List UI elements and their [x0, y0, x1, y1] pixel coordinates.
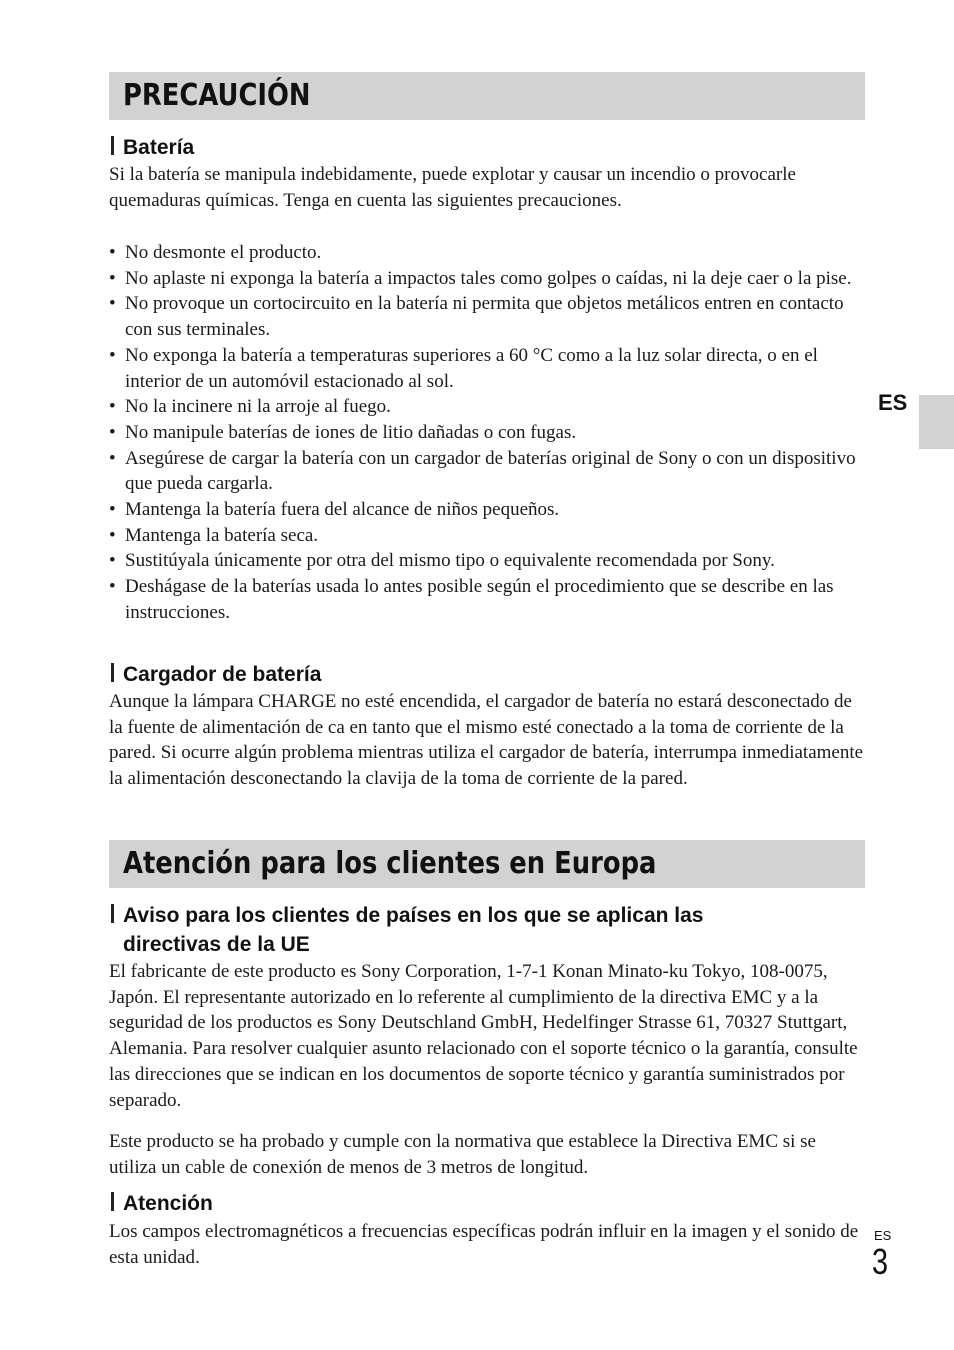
bateria-intro: Si la batería se manipula indebidamente, puede explotar y causar un incendio o provocarle quemaduras químicas. Tenga en cuenta las siguientes precauciones.: [109, 164, 796, 211]
aviso-text-1: El fabricante de este producto es Sony Corporation, 1-7-1 Konan Minato-ku Tokyo, 108-0075, Japón. El representante autorizado en lo referente al cumplimiento de la directiva EMC y a la seguridad de los productos es Sony Deutschland GmbH, Hedelfinger Strasse 61, 70327 Stuttgart, Alemania. Para resolver cualquier asunto relacionado con el soporte técnico o la garantía, consulte las direcciones que se indican en los documentos de soporte técnico y garantía suministrados por separado.: [109, 961, 858, 1111]
list-item: • No exponga la batería a temperaturas superiores a 60 °C como a la luz solar directa, o en el interior de un automóvil estacionado al sol.: [109, 343, 865, 394]
aviso-text-2: Este producto se ha probado y cumple con la normativa que establece la Directiva EMC si se utiliza un cable de conexión de menos de 3 metros de longitud.: [109, 1131, 816, 1178]
subheading-bateria: Batería: [109, 133, 194, 162]
list-item: • Asegúrese de cargar la batería con un cargador de baterías original de Sony o con un dispositivo que pueda cargarla.: [109, 446, 865, 497]
language-tab: [919, 395, 954, 449]
list-item: • No aplaste ni exponga la batería a impactos tales como golpes o caídas, ni la deje caer o la pise.: [109, 266, 865, 292]
atencion-text: Los campos electromagnéticos a frecuencias específicas podrán influir en la imagen y el sonido de esta unidad.: [109, 1221, 859, 1268]
subheading-atencion: Atención: [109, 1189, 213, 1218]
section-header-precaucion: [109, 72, 865, 120]
list-item: • Sustitúyala únicamente por otra del mismo tipo o equivalente recomendada por Sony.: [109, 548, 865, 574]
bateria-precautions-list: [109, 240, 865, 626]
section-header-europa: [109, 840, 865, 888]
page-language-code: ES: [874, 1228, 892, 1243]
heading-marker: [111, 1192, 114, 1211]
subheading-cargador: Cargador de batería: [109, 660, 321, 689]
language-tab-label: ES: [878, 390, 908, 415]
list-item: • No la incinere ni la arroje al fuego.: [109, 394, 865, 420]
list-item: • No manipule baterías de iones de litio dañadas o con fugas.: [109, 420, 865, 446]
heading-marker: [111, 904, 114, 923]
section-title: PRECAUCIÓN: [123, 78, 311, 113]
list-item: • Mantenga la batería fuera del alcance de niños pequeños.: [109, 497, 865, 523]
heading-marker: [111, 663, 114, 682]
list-item: • Mantenga la batería seca.: [109, 523, 865, 549]
section-title: Atención para los clientes en Europa: [123, 846, 657, 881]
page-number: 3: [872, 1241, 889, 1282]
subheading-aviso-ue: Aviso para los clientes de países en los que se aplican las directivas de la UE: [109, 901, 703, 959]
heading-marker: [111, 136, 114, 155]
list-item: • Deshágase de la baterías usada lo antes posible según el procedimiento que se describe en las instrucciones.: [109, 574, 865, 625]
cargador-text: Aunque la lámpara CHARGE no esté encendida, el cargador de batería no estará desconectado de la fuente de alimentación de ca en tanto que el mismo esté conectado a la toma de corriente de la pared. Si ocurre algún problema mientras utiliza el cargador de batería, interrumpa inmediatamente la alimentación desconectando la clavija de la toma de corriente de la pared.: [109, 691, 864, 790]
list-item: • No desmonte el producto.: [109, 240, 865, 266]
list-item: • No provoque un cortocircuito en la batería ni permita que objetos metálicos entren en contacto con sus terminales.: [109, 291, 865, 342]
